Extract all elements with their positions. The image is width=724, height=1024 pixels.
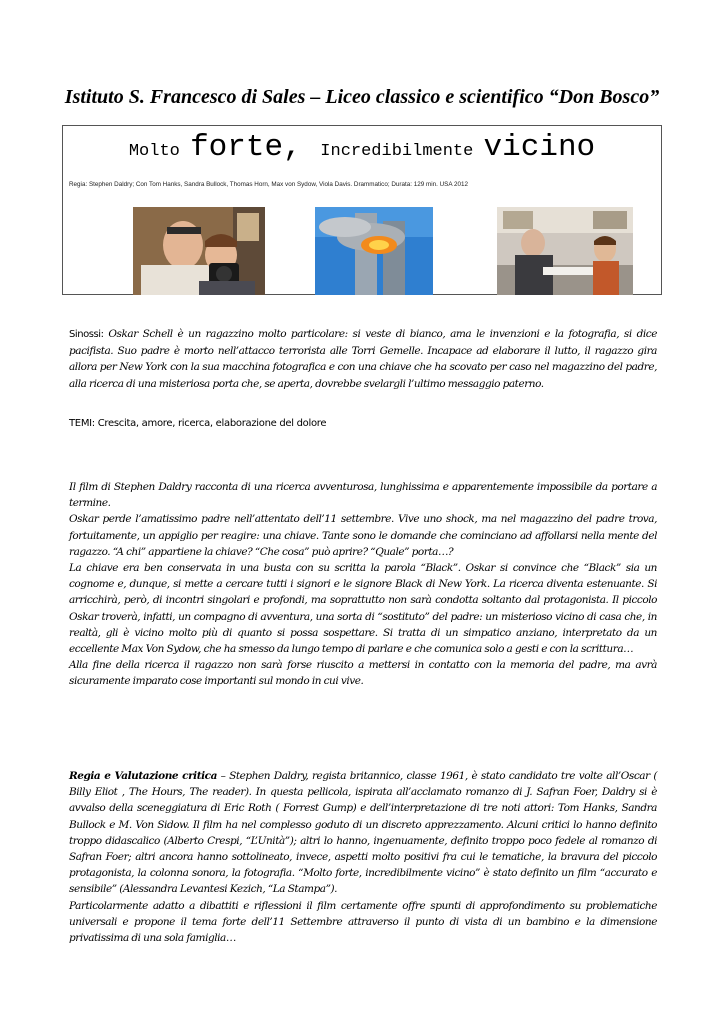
critic-paragraph-2: Particolarmente adatto a dibattiti e riflessioni il film certamente offre spunti di approfondimento su problematiche universali e propone il tema forte dell’11 Settembre attraverso il punto di vista di un bambino e la dimensione privatissima di una sola famiglia…	[69, 899, 657, 945]
themes-line: TEMI: Crescita, amore, ricerca, elaborazione del dolore	[69, 418, 327, 429]
school-header: Istituto S. Francesco di Sales – Liceo classico e scientifico “Don Bosco”	[64, 86, 660, 108]
critic-text: – Stephen Daldry, regista britannico, classe 1961, è stato candidato tre volte all’Oscar ( Billy Eliot , The Hours, The reader). In questa pellicola, ispirata all’acclamato romanzo di J. Safran Foer, Daldry si è avvalso della sceneggiatura di Eric Roth ( Forrest Gump) e dell’interpretazione di tre noti attori: Tom Hanks, Sandra Bullock e M. Von Sidow. Il film ha nel complesso goduto di un discreto apprezzamento. Alcuni critici lo hanno definito troppo didascalico (Alberto Crespi, “L’Unità”); altri lo hanno, ingenuamente, definito troppo poco fedele al romanzo di Safran Foer; altri ancora hanno sottolineato, invece, aspetti molto positivi fra cui le tematiche, la bravura del piccolo protagonista, la colonna sonora, la fotografia. “Molto forte, incredibilmente vicino” è stato definito un film “accurato e sensibile” (Alessandra Levantesi Kezich, “La Stampa”).	[69, 770, 657, 896]
synopsis-text: Oskar Schell è un ragazzino molto particolare: si veste di bianco, ama le invenzioni e la fotografia, si dice pacifista. Suo padre è morto nell’attacco terrorista alle Torri Gemelle. Incapace ad elaborare il lutto, il ragazzo gira allora per New York con la sua macchina fotografica e con una chiave che ha scovato per caso nel magazzino del padre, alla ricerca di una misteriosa porta che, se aperta, dovrebbe svelargli l’ultimo messaggio paterno.	[69, 328, 657, 390]
review-section	[69, 479, 657, 690]
review-paragraph: Oskar perde l’amatissimo padre nell’attentato dell’11 settembre. Vive uno shock, ma nel magazzino del padre trova, fortuitamente, un appiglio per reagire: una chiave. Tante sono le domande che cominciano ad affollarsi nella mente del ragazzo. “A chi” appartiene la chiave? “Che cosa” può aprire? “Quale” porta…?	[69, 513, 657, 558]
film-title-word: vicino	[483, 130, 596, 165]
film-still-twin-towers	[315, 207, 433, 295]
film-title-word: Incredibilmente	[320, 142, 484, 161]
film-still-diner	[497, 207, 633, 295]
film-still-father-son	[133, 207, 265, 295]
review-paragraph: La chiave era ben conservata in una busta con su scritta la parola “Black”. Oskar si convince che “Black” sia un cognome e, dunque, si mette a cercare tutti i signori e le signore Black di New York. La ricerca diventa estenuante. Si arricchirà, però, di incontri singolari e profondi, ma soprattutto non sarà condotta soltanto dal protagonista. Il piccolo Oskar troverà, infatti, un compagno di avventura, una sorta di “sostituto” del padre: un misterioso vicino di casa che, in realtà, gli è vicino molto più di quanto si possa sospettare. Si tratta di un simpatico anziano, interpretato da un eccellente Max Von Sydow, che ha smesso da lungo tempo di parlare e che comunica solo a gesti e con la scrittura…	[69, 562, 657, 656]
critic-paragraph	[69, 768, 657, 898]
film-title-word: Molto	[128, 142, 191, 161]
synopsis-label: Sinossi:	[69, 329, 104, 340]
synopsis-paragraph	[69, 326, 657, 392]
review-paragraph: Il film di Stephen Daldry racconta di una ricerca avventurosa, lunghissima e apparentemente impossibile da portare a termine.	[69, 481, 657, 510]
film-card	[62, 125, 662, 295]
critic-section	[69, 768, 657, 946]
film-title-word: forte,	[190, 130, 321, 165]
review-paragraph: Alla fine della ricerca il ragazzo non sarà forse riuscito a mettersi in contatto con la memoria del padre, ma avrà sicuramente imparato cose importanti sul mondo in cui vive.	[69, 659, 657, 688]
film-credits: Regia: Stephen Daldry; Con Tom Hanks, Sandra Bullock, Thomas Horn, Max von Sydow, Viola Davis. Drammatico; Durata: 129 min. USA 2012	[69, 181, 468, 188]
critic-label: Regia e Valutazione critica	[69, 770, 217, 782]
film-title	[63, 130, 661, 165]
